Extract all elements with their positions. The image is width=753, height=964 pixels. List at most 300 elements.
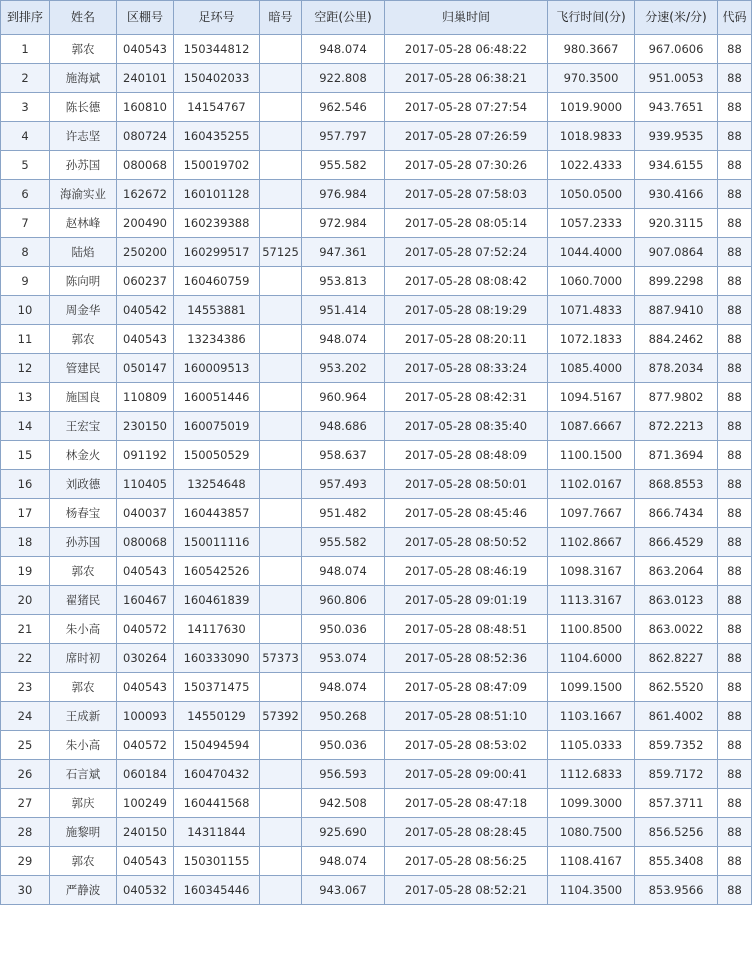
- cell-name: 郭庆: [50, 789, 117, 818]
- cell-name: 施海斌: [50, 64, 117, 93]
- cell-arrival-time: 2017-05-28 08:50:01: [385, 470, 548, 499]
- cell-flight-time: 1108.4167: [548, 847, 635, 876]
- cell-secret-code: [260, 412, 302, 441]
- cell-flight-time: 1104.3500: [548, 876, 635, 905]
- table-row: [1, 557, 752, 586]
- table-row: [1, 818, 752, 847]
- table-row: [1, 644, 752, 673]
- cell-name: 郭农: [50, 557, 117, 586]
- cell-speed: 884.2462: [635, 325, 718, 354]
- cell-name: 林金火: [50, 441, 117, 470]
- cell-name: 许志坚: [50, 122, 117, 151]
- cell-ring-number: 13254648: [174, 470, 260, 499]
- cell-code: 88: [718, 731, 752, 760]
- cell-secret-code: [260, 760, 302, 789]
- cell-name: 朱小高: [50, 615, 117, 644]
- header-arrival-time: 归巢时间: [385, 1, 548, 35]
- cell-ring-number: 14117630: [174, 615, 260, 644]
- cell-speed: 943.7651: [635, 93, 718, 122]
- table-row: [1, 64, 752, 93]
- cell-name: 王成新: [50, 702, 117, 731]
- table-row: [1, 383, 752, 412]
- header-distance: 空距(公里): [302, 1, 385, 35]
- cell-rank: 25: [1, 731, 50, 760]
- cell-secret-code: [260, 731, 302, 760]
- cell-arrival-time: 2017-05-28 08:05:14: [385, 209, 548, 238]
- cell-code: 88: [718, 847, 752, 876]
- cell-flight-time: 1104.6000: [548, 644, 635, 673]
- cell-loft-id: 240101: [117, 64, 174, 93]
- header-flight-time: 飞行时间(分): [548, 1, 635, 35]
- cell-flight-time: 1097.7667: [548, 499, 635, 528]
- cell-secret-code: [260, 180, 302, 209]
- cell-speed: 859.7172: [635, 760, 718, 789]
- header-rank: 到排序: [1, 1, 50, 35]
- cell-secret-code: [260, 528, 302, 557]
- cell-loft-id: 110809: [117, 383, 174, 412]
- cell-distance: 948.074: [302, 847, 385, 876]
- cell-distance: 953.202: [302, 354, 385, 383]
- cell-ring-number: 150301155: [174, 847, 260, 876]
- cell-loft-id: 060237: [117, 267, 174, 296]
- table-row: [1, 470, 752, 499]
- cell-ring-number: 13234386: [174, 325, 260, 354]
- cell-code: 88: [718, 93, 752, 122]
- cell-arrival-time: 2017-05-28 08:47:18: [385, 789, 548, 818]
- table-row: [1, 586, 752, 615]
- cell-code: 88: [718, 789, 752, 818]
- table-row: [1, 412, 752, 441]
- cell-code: 88: [718, 702, 752, 731]
- cell-ring-number: 14311844: [174, 818, 260, 847]
- cell-secret-code: [260, 267, 302, 296]
- cell-loft-id: 040543: [117, 673, 174, 702]
- cell-speed: 853.9566: [635, 876, 718, 905]
- cell-rank: 2: [1, 64, 50, 93]
- cell-name: 王宏宝: [50, 412, 117, 441]
- cell-secret-code: [260, 64, 302, 93]
- cell-code: 88: [718, 35, 752, 64]
- cell-arrival-time: 2017-05-28 08:52:21: [385, 876, 548, 905]
- cell-rank: 23: [1, 673, 50, 702]
- cell-ring-number: 160443857: [174, 499, 260, 528]
- cell-name: 陈长德: [50, 93, 117, 122]
- cell-loft-id: 240150: [117, 818, 174, 847]
- cell-flight-time: 1094.5167: [548, 383, 635, 412]
- cell-rank: 13: [1, 383, 50, 412]
- cell-ring-number: 160101128: [174, 180, 260, 209]
- cell-rank: 19: [1, 557, 50, 586]
- cell-speed: 899.2298: [635, 267, 718, 296]
- cell-ring-number: 14154767: [174, 93, 260, 122]
- table-row: [1, 731, 752, 760]
- cell-loft-id: 050147: [117, 354, 174, 383]
- cell-distance: 957.493: [302, 470, 385, 499]
- table-row: [1, 789, 752, 818]
- cell-code: 88: [718, 673, 752, 702]
- cell-code: 88: [718, 267, 752, 296]
- cell-speed: 907.0864: [635, 238, 718, 267]
- cell-code: 88: [718, 470, 752, 499]
- cell-code: 88: [718, 209, 752, 238]
- table-header: [1, 1, 752, 35]
- cell-rank: 27: [1, 789, 50, 818]
- cell-speed: 878.2034: [635, 354, 718, 383]
- cell-arrival-time: 2017-05-28 08:52:36: [385, 644, 548, 673]
- cell-loft-id: 160810: [117, 93, 174, 122]
- cell-code: 88: [718, 818, 752, 847]
- cell-rank: 22: [1, 644, 50, 673]
- cell-ring-number: 160441568: [174, 789, 260, 818]
- cell-flight-time: 1072.1833: [548, 325, 635, 354]
- cell-loft-id: 100249: [117, 789, 174, 818]
- cell-speed: 863.0123: [635, 586, 718, 615]
- cell-loft-id: 200490: [117, 209, 174, 238]
- cell-ring-number: 14553881: [174, 296, 260, 325]
- cell-rank: 9: [1, 267, 50, 296]
- cell-secret-code: [260, 441, 302, 470]
- cell-name: 杨春宝: [50, 499, 117, 528]
- cell-ring-number: 150371475: [174, 673, 260, 702]
- cell-name: 席时初: [50, 644, 117, 673]
- cell-flight-time: 1113.3167: [548, 586, 635, 615]
- table-row: [1, 876, 752, 905]
- cell-arrival-time: 2017-05-28 07:52:24: [385, 238, 548, 267]
- table-row: [1, 499, 752, 528]
- table-row: [1, 267, 752, 296]
- cell-secret-code: [260, 557, 302, 586]
- cell-secret-code: [260, 209, 302, 238]
- cell-loft-id: 040543: [117, 557, 174, 586]
- cell-code: 88: [718, 151, 752, 180]
- cell-secret-code: [260, 789, 302, 818]
- cell-rank: 28: [1, 818, 50, 847]
- cell-secret-code: [260, 325, 302, 354]
- cell-ring-number: 160239388: [174, 209, 260, 238]
- cell-code: 88: [718, 876, 752, 905]
- cell-name: 周金华: [50, 296, 117, 325]
- cell-loft-id: 080724: [117, 122, 174, 151]
- cell-name: 郭农: [50, 673, 117, 702]
- cell-name: 施国良: [50, 383, 117, 412]
- cell-arrival-time: 2017-05-28 08:48:51: [385, 615, 548, 644]
- cell-loft-id: 060184: [117, 760, 174, 789]
- header-row: [1, 1, 752, 35]
- cell-secret-code: [260, 383, 302, 412]
- cell-rank: 3: [1, 93, 50, 122]
- cell-arrival-time: 2017-05-28 09:00:41: [385, 760, 548, 789]
- cell-speed: 934.6155: [635, 151, 718, 180]
- cell-loft-id: 091192: [117, 441, 174, 470]
- cell-rank: 10: [1, 296, 50, 325]
- cell-loft-id: 162672: [117, 180, 174, 209]
- cell-secret-code: 57392: [260, 702, 302, 731]
- cell-ring-number: 160460759: [174, 267, 260, 296]
- cell-distance: 951.414: [302, 296, 385, 325]
- cell-rank: 5: [1, 151, 50, 180]
- cell-arrival-time: 2017-05-28 08:33:24: [385, 354, 548, 383]
- cell-name: 赵林峰: [50, 209, 117, 238]
- cell-rank: 11: [1, 325, 50, 354]
- cell-ring-number: 150344812: [174, 35, 260, 64]
- cell-ring-number: 160470432: [174, 760, 260, 789]
- cell-code: 88: [718, 383, 752, 412]
- cell-flight-time: 1022.4333: [548, 151, 635, 180]
- cell-code: 88: [718, 296, 752, 325]
- table-row: [1, 209, 752, 238]
- cell-speed: 856.5256: [635, 818, 718, 847]
- cell-code: 88: [718, 238, 752, 267]
- cell-speed: 887.9410: [635, 296, 718, 325]
- cell-arrival-time: 2017-05-28 08:48:09: [385, 441, 548, 470]
- cell-distance: 948.074: [302, 325, 385, 354]
- cell-distance: 948.686: [302, 412, 385, 441]
- cell-code: 88: [718, 528, 752, 557]
- cell-code: 88: [718, 586, 752, 615]
- cell-loft-id: 040542: [117, 296, 174, 325]
- cell-speed: 872.2213: [635, 412, 718, 441]
- cell-code: 88: [718, 644, 752, 673]
- cell-flight-time: 1105.0333: [548, 731, 635, 760]
- cell-loft-id: 230150: [117, 412, 174, 441]
- cell-secret-code: [260, 847, 302, 876]
- cell-arrival-time: 2017-05-28 08:42:31: [385, 383, 548, 412]
- header-secret-code: 暗号: [260, 1, 302, 35]
- cell-speed: 951.0053: [635, 64, 718, 93]
- cell-rank: 8: [1, 238, 50, 267]
- cell-code: 88: [718, 64, 752, 93]
- cell-ring-number: 150019702: [174, 151, 260, 180]
- cell-rank: 21: [1, 615, 50, 644]
- cell-loft-id: 080068: [117, 151, 174, 180]
- header-code: 代码: [718, 1, 752, 35]
- cell-distance: 951.482: [302, 499, 385, 528]
- cell-flight-time: 1018.9833: [548, 122, 635, 151]
- cell-speed: 967.0606: [635, 35, 718, 64]
- cell-arrival-time: 2017-05-28 08:47:09: [385, 673, 548, 702]
- cell-name: 陈向明: [50, 267, 117, 296]
- cell-flight-time: 1071.4833: [548, 296, 635, 325]
- cell-secret-code: [260, 876, 302, 905]
- cell-flight-time: 1100.8500: [548, 615, 635, 644]
- cell-arrival-time: 2017-05-28 08:45:46: [385, 499, 548, 528]
- cell-speed: 862.8227: [635, 644, 718, 673]
- table-row: [1, 180, 752, 209]
- cell-name: 刘政德: [50, 470, 117, 499]
- header-ring-number: 足环号: [174, 1, 260, 35]
- cell-rank: 26: [1, 760, 50, 789]
- cell-arrival-time: 2017-05-28 07:27:54: [385, 93, 548, 122]
- table-row: [1, 441, 752, 470]
- table-row: [1, 93, 752, 122]
- cell-speed: 868.8553: [635, 470, 718, 499]
- cell-name: 郭农: [50, 35, 117, 64]
- cell-distance: 953.813: [302, 267, 385, 296]
- cell-loft-id: 250200: [117, 238, 174, 267]
- table-row: [1, 296, 752, 325]
- cell-loft-id: 040532: [117, 876, 174, 905]
- cell-name: 郭农: [50, 325, 117, 354]
- cell-name: 严静波: [50, 876, 117, 905]
- table-row: [1, 528, 752, 557]
- cell-rank: 1: [1, 35, 50, 64]
- cell-ring-number: 150494594: [174, 731, 260, 760]
- cell-distance: 976.984: [302, 180, 385, 209]
- cell-code: 88: [718, 615, 752, 644]
- cell-distance: 947.361: [302, 238, 385, 267]
- cell-speed: 859.7352: [635, 731, 718, 760]
- cell-flight-time: 1044.4000: [548, 238, 635, 267]
- header-name: 姓名: [50, 1, 117, 35]
- cell-ring-number: 160345446: [174, 876, 260, 905]
- cell-distance: 948.074: [302, 35, 385, 64]
- cell-secret-code: [260, 354, 302, 383]
- cell-arrival-time: 2017-05-28 08:56:25: [385, 847, 548, 876]
- cell-arrival-time: 2017-05-28 07:26:59: [385, 122, 548, 151]
- cell-distance: 958.637: [302, 441, 385, 470]
- table-row: [1, 35, 752, 64]
- cell-speed: 866.4529: [635, 528, 718, 557]
- cell-distance: 957.797: [302, 122, 385, 151]
- cell-secret-code: 57125: [260, 238, 302, 267]
- cell-distance: 960.806: [302, 586, 385, 615]
- cell-distance: 972.984: [302, 209, 385, 238]
- cell-ring-number: 160051446: [174, 383, 260, 412]
- cell-distance: 950.036: [302, 731, 385, 760]
- cell-code: 88: [718, 180, 752, 209]
- cell-flight-time: 1050.0500: [548, 180, 635, 209]
- cell-ring-number: 160461839: [174, 586, 260, 615]
- cell-distance: 943.067: [302, 876, 385, 905]
- cell-secret-code: 57373: [260, 644, 302, 673]
- cell-arrival-time: 2017-05-28 06:48:22: [385, 35, 548, 64]
- cell-name: 海渝实业: [50, 180, 117, 209]
- cell-ring-number: 14550129: [174, 702, 260, 731]
- cell-speed: 863.2064: [635, 557, 718, 586]
- cell-loft-id: 040572: [117, 731, 174, 760]
- cell-speed: 930.4166: [635, 180, 718, 209]
- table-row: [1, 615, 752, 644]
- cell-ring-number: 160435255: [174, 122, 260, 151]
- cell-distance: 925.690: [302, 818, 385, 847]
- cell-secret-code: [260, 151, 302, 180]
- cell-speed: 861.4002: [635, 702, 718, 731]
- cell-speed: 855.3408: [635, 847, 718, 876]
- cell-code: 88: [718, 760, 752, 789]
- cell-loft-id: 040543: [117, 35, 174, 64]
- cell-flight-time: 1098.3167: [548, 557, 635, 586]
- cell-name: 管建民: [50, 354, 117, 383]
- cell-secret-code: [260, 818, 302, 847]
- cell-loft-id: 080068: [117, 528, 174, 557]
- cell-code: 88: [718, 499, 752, 528]
- cell-flight-time: 1100.1500: [548, 441, 635, 470]
- cell-distance: 955.582: [302, 528, 385, 557]
- cell-secret-code: [260, 470, 302, 499]
- table-row: [1, 673, 752, 702]
- cell-speed: 862.5520: [635, 673, 718, 702]
- cell-secret-code: [260, 296, 302, 325]
- cell-flight-time: 1080.7500: [548, 818, 635, 847]
- cell-loft-id: 100093: [117, 702, 174, 731]
- cell-flight-time: 980.3667: [548, 35, 635, 64]
- cell-loft-id: 030264: [117, 644, 174, 673]
- cell-rank: 17: [1, 499, 50, 528]
- cell-flight-time: 1102.8667: [548, 528, 635, 557]
- cell-code: 88: [718, 354, 752, 383]
- cell-flight-time: 970.3500: [548, 64, 635, 93]
- cell-rank: 24: [1, 702, 50, 731]
- cell-arrival-time: 2017-05-28 09:01:19: [385, 586, 548, 615]
- cell-rank: 29: [1, 847, 50, 876]
- cell-ring-number: 150402033: [174, 64, 260, 93]
- cell-arrival-time: 2017-05-28 08:50:52: [385, 528, 548, 557]
- cell-code: 88: [718, 412, 752, 441]
- cell-arrival-time: 2017-05-28 08:28:45: [385, 818, 548, 847]
- cell-ring-number: 160542526: [174, 557, 260, 586]
- cell-rank: 15: [1, 441, 50, 470]
- table-row: [1, 238, 752, 267]
- table-row: [1, 151, 752, 180]
- cell-secret-code: [260, 673, 302, 702]
- cell-arrival-time: 2017-05-28 06:38:21: [385, 64, 548, 93]
- cell-name: 施黎明: [50, 818, 117, 847]
- header-loft-id: 区棚号: [117, 1, 174, 35]
- cell-name: 孙苏国: [50, 151, 117, 180]
- cell-name: 石言斌: [50, 760, 117, 789]
- cell-rank: 16: [1, 470, 50, 499]
- cell-distance: 955.582: [302, 151, 385, 180]
- cell-rank: 20: [1, 586, 50, 615]
- cell-distance: 942.508: [302, 789, 385, 818]
- cell-speed: 939.9535: [635, 122, 718, 151]
- cell-secret-code: [260, 586, 302, 615]
- cell-arrival-time: 2017-05-28 07:30:26: [385, 151, 548, 180]
- cell-speed: 863.0022: [635, 615, 718, 644]
- cell-ring-number: 150050529: [174, 441, 260, 470]
- cell-loft-id: 160467: [117, 586, 174, 615]
- cell-loft-id: 040037: [117, 499, 174, 528]
- cell-arrival-time: 2017-05-28 08:53:02: [385, 731, 548, 760]
- cell-arrival-time: 2017-05-28 08:46:19: [385, 557, 548, 586]
- cell-ring-number: 160299517: [174, 238, 260, 267]
- cell-arrival-time: 2017-05-28 08:19:29: [385, 296, 548, 325]
- table-row: [1, 325, 752, 354]
- cell-distance: 956.593: [302, 760, 385, 789]
- cell-secret-code: [260, 499, 302, 528]
- table-row: [1, 760, 752, 789]
- cell-speed: 920.3115: [635, 209, 718, 238]
- cell-arrival-time: 2017-05-28 08:51:10: [385, 702, 548, 731]
- cell-name: 郭农: [50, 847, 117, 876]
- cell-distance: 953.074: [302, 644, 385, 673]
- cell-arrival-time: 2017-05-28 07:58:03: [385, 180, 548, 209]
- cell-secret-code: [260, 35, 302, 64]
- cell-secret-code: [260, 615, 302, 644]
- cell-flight-time: 1102.0167: [548, 470, 635, 499]
- cell-distance: 960.964: [302, 383, 385, 412]
- cell-rank: 30: [1, 876, 50, 905]
- cell-rank: 4: [1, 122, 50, 151]
- cell-speed: 866.7434: [635, 499, 718, 528]
- cell-loft-id: 040543: [117, 847, 174, 876]
- cell-speed: 871.3694: [635, 441, 718, 470]
- cell-rank: 14: [1, 412, 50, 441]
- cell-flight-time: 1099.1500: [548, 673, 635, 702]
- table-row: [1, 122, 752, 151]
- cell-flight-time: 1099.3000: [548, 789, 635, 818]
- cell-loft-id: 110405: [117, 470, 174, 499]
